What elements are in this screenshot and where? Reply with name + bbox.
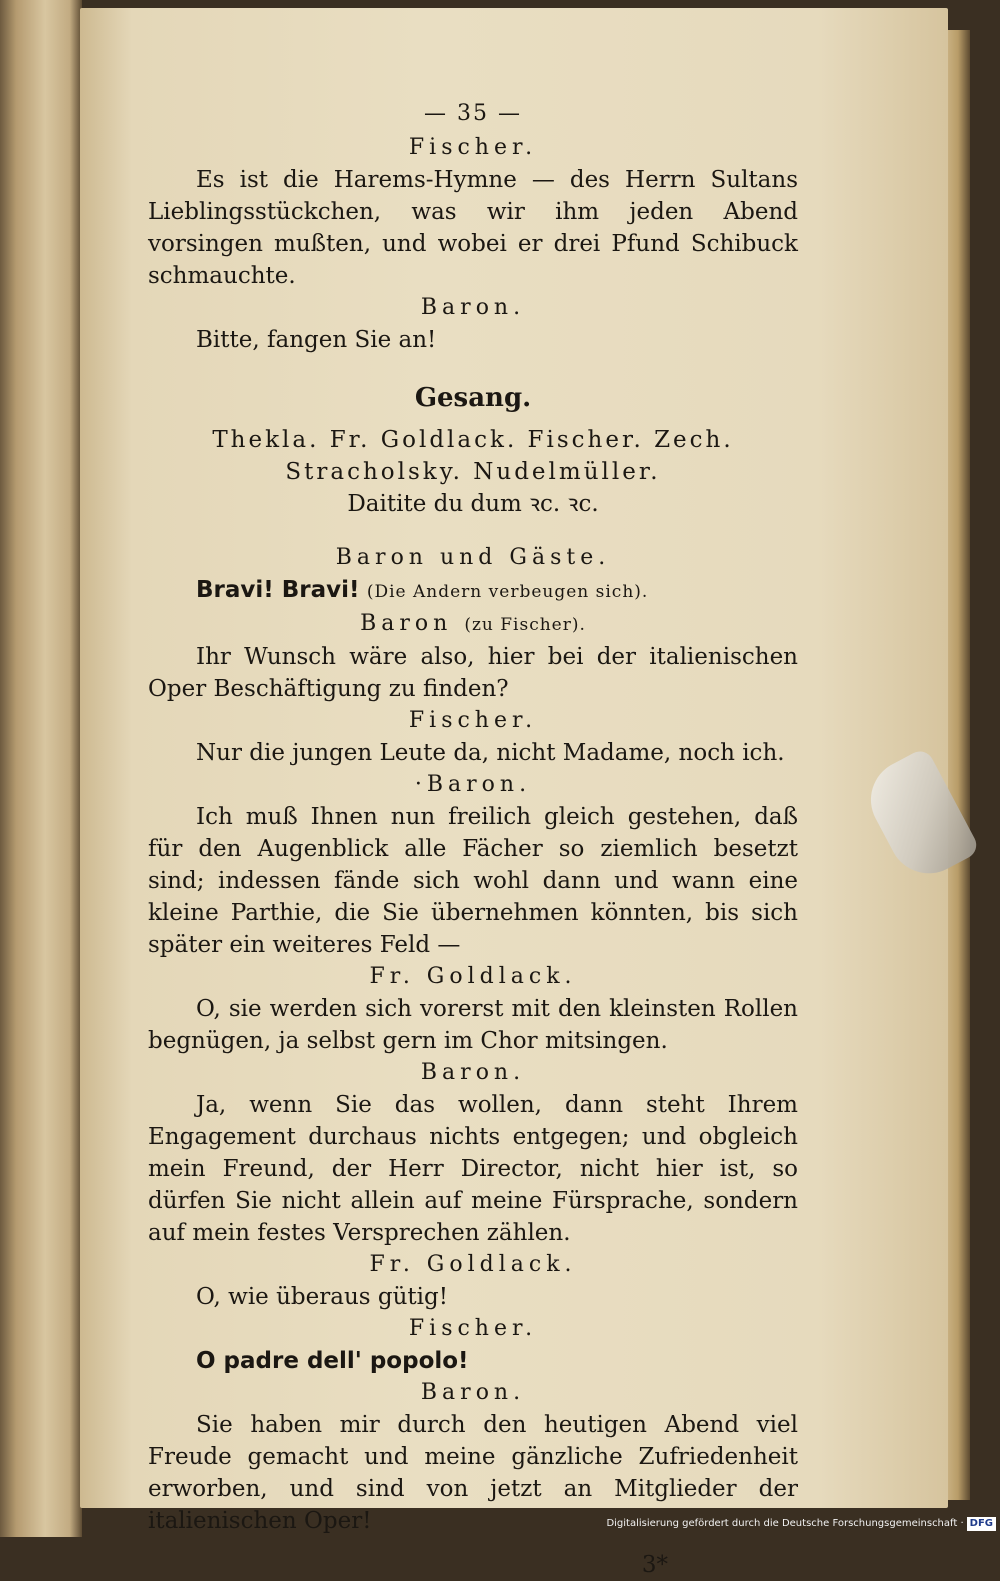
dialogue-paragraph: Ja, wenn Sie das wollen, dann steht Ihrem Engagement durchaus nichts entgegen; und obgleich mein Freund, der Herr Director, nicht hier ist, so dürfen Sie nicht allein auf meine Fürsprache, sondern auf mein festes Versprechen zählen. [148, 1092, 798, 1246]
dfg-logo: DFG [967, 1517, 996, 1531]
latin-dialogue: O padre dell' popolo! [196, 1348, 469, 1374]
song-line: Daitite du dum ꝛc. ꝛc. [347, 491, 599, 517]
dialogue-paragraph: Nur die jungen Leute da, nicht Madame, noch ich. [196, 740, 785, 766]
dialogue-paragraph: Sie haben mir durch den heutigen Abend viel Freude gemacht und meine gänzliche Zufriedenheit erworben, und sind von jetzt an Mitglieder der italienischen Oper! [148, 1412, 798, 1534]
speaker-name: Fischer. [408, 135, 538, 160]
speaker-name: ·Baron. [414, 772, 532, 797]
dialogue-paragraph: Bitte, fangen Sie an! [196, 327, 437, 353]
page-number: — 35 — [424, 101, 522, 126]
dialogue-paragraph: O, sie werden sich vorerst mit den kleinsten Rollen begnügen, ja selbst gern im Chor mitsingen. [148, 996, 798, 1054]
credit-text: Digitalisierung gefördert durch die Deutsche Forschungsgemeinschaft · [606, 1518, 964, 1529]
stage-direction: (zu Fischer). [464, 615, 586, 635]
speaker-name: Fischer. [408, 708, 538, 733]
latin-exclamation: Bravi! Bravi! [196, 577, 360, 603]
speaker-name: Baron. [420, 1060, 526, 1085]
facing-page-edge [0, 0, 82, 1537]
text-blocks [148, 132, 798, 1581]
signature-mark: 3* [641, 1552, 668, 1578]
speaker-line [148, 608, 798, 641]
digitization-credit [596, 1514, 996, 1534]
dialogue-paragraph: O, wie überaus gütig! [196, 1284, 448, 1310]
speaker-name: Baron [360, 611, 453, 636]
spacer [148, 520, 798, 542]
speaker-name: Fr. Goldlack. [369, 1252, 577, 1277]
section-heading: Gesang. [414, 383, 532, 413]
cast-list: Thekla. Fr. Goldlack. Fischer. Zech. Stracholsky. Nudelmüller. [212, 427, 734, 485]
dialogue-paragraph: Es ist die Harems-Hymne — des Herrn Sultans Lieblingsstückchen, was wir ihm jeden Abend vorsingen mußten, und wobei er drei Pfund Schibuck schmauchte. [148, 167, 798, 289]
speaker-name: Baron. [420, 295, 526, 320]
dialogue-paragraph: Ich muß Ihnen nun freilich gleich gestehen, daß für den Augenblick alle Fächer so ziemlich besetzt sind; indessen fände sich wohl dann und wann eine kleine Parthie, die Sie übernehmen könnten, bis sich später ein weiteres Feld — [148, 804, 798, 958]
dialogue-line [148, 574, 798, 608]
speaker-name: Fischer. [408, 1316, 538, 1341]
speaker-name: Baron. [420, 1380, 526, 1405]
dialogue-paragraph: Ihr Wunsch wäre also, hier bei der italienischen Oper Beschäftigung zu finden? [148, 644, 798, 702]
speaker-name: Fr. Goldlack. [369, 964, 577, 989]
stage-direction: (Die Andern verbeugen sich). [366, 582, 649, 602]
page-text [148, 98, 798, 1581]
speaker-name: Baron und Gäste. [335, 545, 611, 570]
